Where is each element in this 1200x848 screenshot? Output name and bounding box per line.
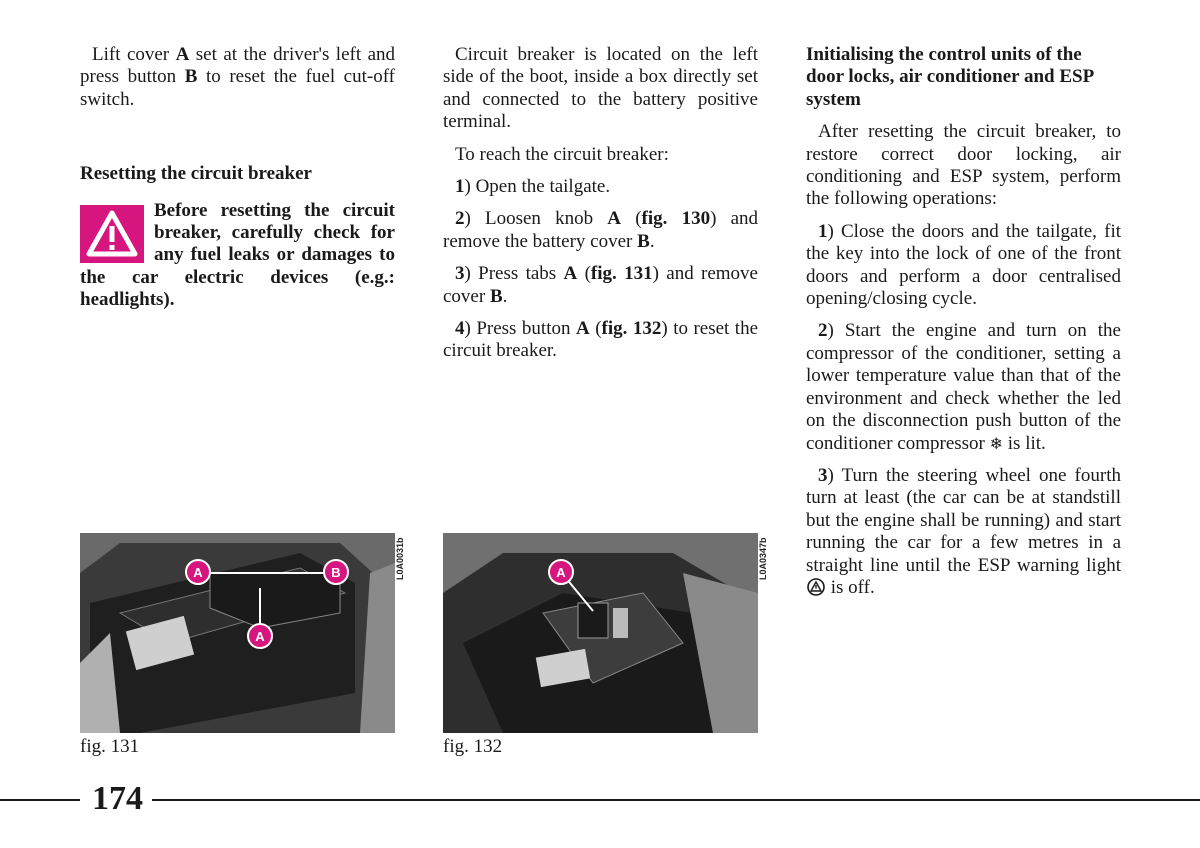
footer-rule-right bbox=[152, 799, 1200, 801]
step-4: 4) Press button A (fig. 132) to reset the circuit breaker. bbox=[443, 318, 759, 362]
figure-131-image bbox=[80, 533, 395, 733]
warning-box bbox=[80, 200, 395, 312]
step-3: 3) Press tabs A (fig. 131) and remove cover B. bbox=[443, 263, 758, 307]
section-heading: Resetting the circuit breaker bbox=[80, 163, 312, 185]
column-2 bbox=[443, 44, 758, 373]
figure-caption: fig. 132 bbox=[443, 736, 503, 757]
warning-text: Before resetting the circuit breaker, carefully check for any fuel leaks or damages to the car electric devices (e.g.: headlights). bbox=[80, 199, 395, 311]
callout-b: B bbox=[331, 565, 341, 580]
column-1 bbox=[80, 44, 395, 312]
figure-code: L0A0347b bbox=[758, 537, 768, 580]
column-3 bbox=[806, 44, 1121, 609]
esp-warning-icon bbox=[806, 577, 826, 598]
step-3: 3) Turn the steering wheel one fourth turn at least (the car can be at standstill but the engine shall be running) and start running the car for a few metres in a straight line until the ESP warning light is off. bbox=[806, 464, 1121, 598]
callout-a: A bbox=[255, 629, 265, 644]
step-1: 1) Close the doors and the tailgate, fit the key into the lock of one of the front doors and perform a door centralised opening/closing cycle. bbox=[806, 220, 1121, 310]
figure-132-image bbox=[443, 533, 758, 733]
figure-caption: fig. 131 bbox=[80, 736, 140, 757]
section-heading: Initialising the control units of the door locks, air conditioner and ESP system bbox=[806, 44, 1094, 110]
callout-a: A bbox=[193, 565, 203, 580]
paragraph: To reach the circuit breaker: bbox=[455, 143, 669, 165]
callout-a: A bbox=[556, 565, 566, 580]
step-1: 1) Open the tailgate. bbox=[455, 176, 611, 198]
page-number: 174 bbox=[86, 780, 149, 818]
step-2: 2) Loosen knob A (fig. 130) and remove the battery cover B. bbox=[443, 208, 759, 252]
warning-triangle-icon bbox=[80, 205, 144, 263]
intro-paragraph: Lift cover A set at the driver's left and press button B to reset the fuel cut-off switch. bbox=[80, 44, 396, 110]
step-2: 2) Start the engine and turn on the compressor of the conditioner, setting a lower temperature value than that of the environment and check whether the led on the disconnection push button of the conditioner compressor ❄ is lit. bbox=[806, 320, 1121, 454]
footer-rule-left bbox=[0, 799, 80, 801]
paragraph: After resetting the circuit breaker, to restore correct door locking, air conditioning and ESP system, perform the following operations: bbox=[806, 121, 1121, 210]
paragraph: Circuit breaker is located on the left side of the boot, inside a box directly set and connected to the battery positive terminal. bbox=[443, 44, 758, 133]
snowflake-icon: ❄ bbox=[989, 433, 1004, 453]
figure-code: L0A0031b bbox=[395, 537, 405, 580]
